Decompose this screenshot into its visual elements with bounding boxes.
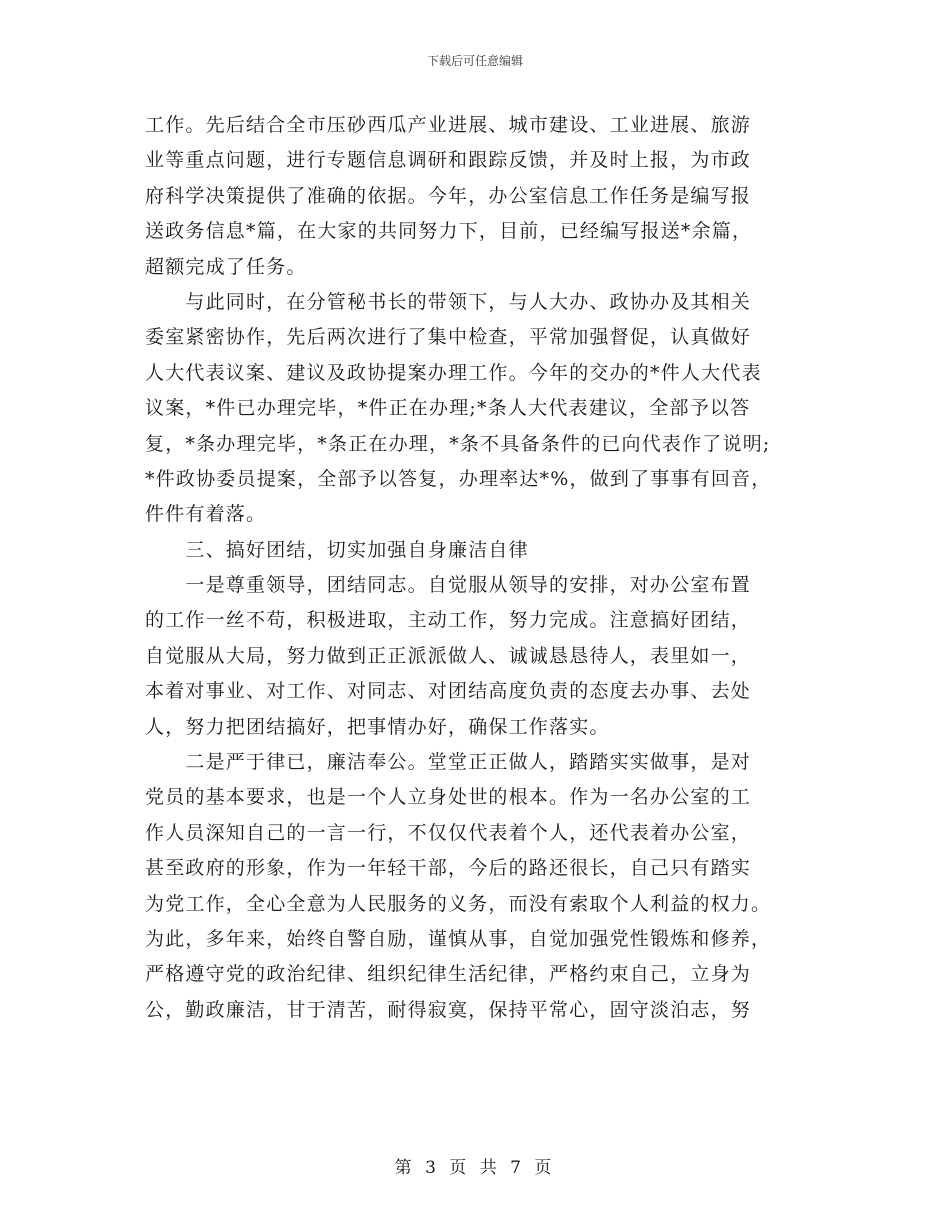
text-line: 作人员深知自己的一言一行，不仅仅代表着个人，还代表着办公室， [145,821,752,844]
text-line: 超额完成了任务。 [145,255,307,278]
text-line: 的工作一丝不苟，积极进取，主动工作，努力完成。注意搞好团结， [145,609,752,632]
text-line: 复，*条办理完毕，*条正在办理，*条不具备条件的已向代表作了说明; [145,432,771,455]
text-line: 府科学决策提供了准确的依据。今年，办公室信息工作任务是编写报 [145,184,752,207]
text-line: 一是尊重领导，团结同志。自觉服从领导的安排，对办公室布置 [145,574,752,597]
text-line: 公，勤政廉洁，甘于清苦，耐得寂寞，保持平常心，固守淡泊志，努 [145,998,752,1021]
text-line: 送政务信息*篇，在大家的共同努力下，目前，已经编写报送*余篇， [145,220,753,243]
text-line: 委室紧密协作，先后两次进行了集中检查，平常加强督促，认真做好 [145,326,752,349]
text-line: 为党工作，全心全意为人民服务的义务，而没有索取个人利益的权力。 [145,892,772,915]
text-line: 严格遵守党的政治纪律、组织纪律生活纪律，严格约束自己，立身为 [145,963,752,986]
text-line: 工作。先后结合全市压砂西瓜产业进展、城市建设、工业进展、旅游 [145,114,752,136]
text-line: 甚至政府的形象，作为一年轻干部，今后的路还很长，自己只有踏实 [145,857,752,880]
text-line: 党员的基本要求，也是一个人立身处世的根本。作为一名办公室的工 [145,786,752,809]
text-line: 自觉服从大局，努力做到正正派派做人、诚诚恳恳待人，表里如一， [145,644,752,667]
section-heading: 三、搞好团结，切实加强自身廉洁自律 [145,538,529,561]
text-line: 人大代表议案、建议及政协提案办理工作。今年的交办的*件人大代表 [145,361,762,384]
text-line: 本着对事业、对工作、对同志、对团结高度负责的态度去办事、去处 [145,680,752,703]
text-line: 业等重点问题，进行专题信息调研和跟踪反馈，并及时上报，为市政 [145,149,752,172]
page-header: 下载后可任意编辑 [426,54,523,68]
text-line: 议案，*件已办理完毕，*件正在办理;*条人大代表建议，全部予以答 [145,397,751,420]
text-line: 与此同时，在分管秘书长的带领下，与人大办、政协办及其相关 [145,290,752,313]
text-line: 人，努力把团结搞好，把事情办好，确保工作落实。 [145,715,610,738]
page-footer: 第 3 页 共 7 页 [394,1158,556,1178]
document-body [145,108,810,1028]
text-line: 件件有着落。 [145,503,267,526]
text-line: *件政协委员提案，全部予以答复，办理率达*%，做到了事事有回音， [145,467,772,490]
text-line: 为此，多年来，始终自警自励，谨慎从事，自觉加强党性锻炼和修养， [145,927,772,950]
text-line: 二是严于律已，廉洁奉公。堂堂正正做人，踏踏实实做事，是对 [145,751,752,774]
